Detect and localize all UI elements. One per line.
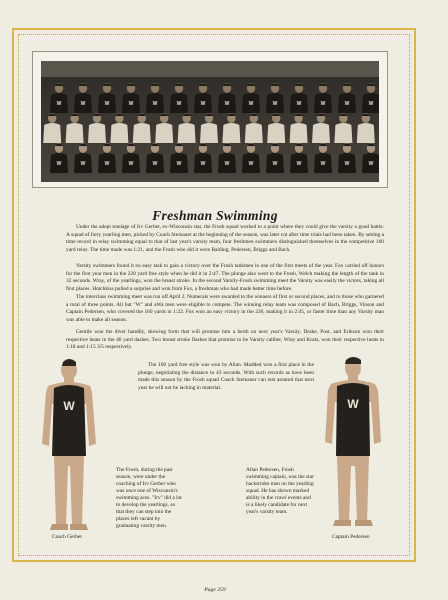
team-member-emblem: W [248,161,254,167]
team-member-emblem: W [128,161,134,167]
team-member-emblem: W [80,161,86,167]
team-member-emblem: W [368,101,374,107]
coach-gerber-photo [34,356,104,541]
team-member-emblem: W [320,101,326,107]
team-member-body [334,123,352,143]
paragraph-2: Varsity swimmers found it no easy task to gain a victory over the Frosh tankmen in one of the first meets of the year. Fox carried off honors for the first year men in the 220 yard free style when he did it in 2:47. The plunge also went to the Frosh, Welch making the length of the tank in 32 seconds. Wray, of the yearlings, won the breast stroke. In the second Varsity-Frosh swimming meet the Varsity was easily the victors, taking all first places. Hotchkiss pulled a surprise and won from Fox, a freshman who had made better time before. [66,263,384,292]
team-member-body [43,123,61,143]
w-emblem: W [63,399,75,413]
team-member-emblem: W [224,101,230,107]
team-member-body [110,123,128,143]
team-member-emblem: W [224,161,230,167]
team-member-emblem: W [56,101,62,107]
team-member-emblem: W [80,101,86,107]
team-member-emblem: W [176,101,182,107]
team-member-emblem: W [128,101,134,107]
captain-caption: Captain Pedersen [332,534,370,540]
team-member-body [133,123,151,143]
team-member-body [245,123,263,143]
team-member-body [155,123,173,143]
team-member-emblem: W [368,161,374,167]
team-member-emblem: W [200,161,206,167]
paragraph-4: Gentile won the diver handily, showing form that will promise him a berth on next year's Varsity. Drake, Post, and Erikson won their respective heats in the 40 yard dashes. Two breast stroke flashes that promise to be Varsity caliber, Wray and Kratz, won their respective heats in 1:18 and 1:15 3/5 respectively. [66,329,384,351]
section-title: Freshman Swimming [152,208,278,223]
team-member-emblem: W [248,101,254,107]
team-member-emblem: W [152,101,158,107]
team-member-emblem: W [104,161,110,167]
team-member-body [290,123,308,143]
team-member-emblem: W [272,161,278,167]
team-member-emblem: W [104,101,110,107]
team-member-body [267,123,285,143]
team-member-body [222,123,240,143]
team-member-emblem: W [152,161,158,167]
coach-text: The Frosh, during the past season, were under the coaching of Irv Gerber who was once one of Wisconsin's swimming aces. "Irv" did a lot to develop the yearlings, so that they can step into the places left vacant by graduating varsity men. [116,467,182,529]
coach-caption: Coach Gerber [52,534,83,540]
team-photo [41,61,379,182]
paragraph-5: The 100 yard free style was won by Allan. Madded won a first place in the plunge, negotiating the distance in 43 seconds. With such records as have been made this season by the Frosh squad Coach Steinauer can rest assured that next year he will not be lacking in material. [138,362,314,391]
team-member-emblem: W [296,101,302,107]
team-member-emblem: W [320,161,326,167]
team-member-emblem: W [296,161,302,167]
page-number: Page 259 [204,587,226,593]
team-member-body [66,123,84,143]
team-member-body [178,123,196,143]
paragraph-3: The interclass swimming meet was run off April 2. Numerals were awarded to the winners of first or second places, and to those who garnered a total of three points. All but "W" and aWa men were eligible to compete. The winning relay team was composed of Bach, Briggs, Vinson and Captain Pedersen, who covered the 160 yards in 1:22. Fox won an easy victory in the 220, making it in 2:45, or faster time than any Varsity man was able to make all season. [66,294,384,323]
w-emblem: W [347,397,359,411]
captain-text: Allan Pedersen, Frosh swimming captain, was the star backstroke man on the yearling squad. He has shown marked ability in the crawl events and is a likely candidate for next year's varsity team. [246,467,314,515]
team-member-body [200,123,218,143]
team-member-emblem: W [344,161,350,167]
team-member-emblem: W [176,161,182,167]
team-member-body [88,123,106,143]
team-member-emblem: W [272,101,278,107]
team-member-emblem: W [56,161,62,167]
paragraph-1: Under the adept tutelage of Irv Gerber, ex-Wisconsin star, the Frosh squad worked to a point where they could give the varsity a good battle. A squad of forty yearling men, picked by Coach Steinauer at the beginning of the season, was later cut after time trials had been taken. By setting a time record in relay swimming equal to that of last year's varsity team, four freshmen swimmers distinguished themselves in the competitive 160 yard relay. The time made was 1:21, and the Frosh who did it were Balding, Pedersen, Briggs and Bach. [66,224,384,253]
team-member-emblem: W [344,101,350,107]
captain-pedersen-photo [318,356,388,541]
team-member-body [312,123,330,143]
team-member-body [357,123,375,143]
team-photo-image [41,61,379,182]
team-member-emblem: W [200,101,206,107]
